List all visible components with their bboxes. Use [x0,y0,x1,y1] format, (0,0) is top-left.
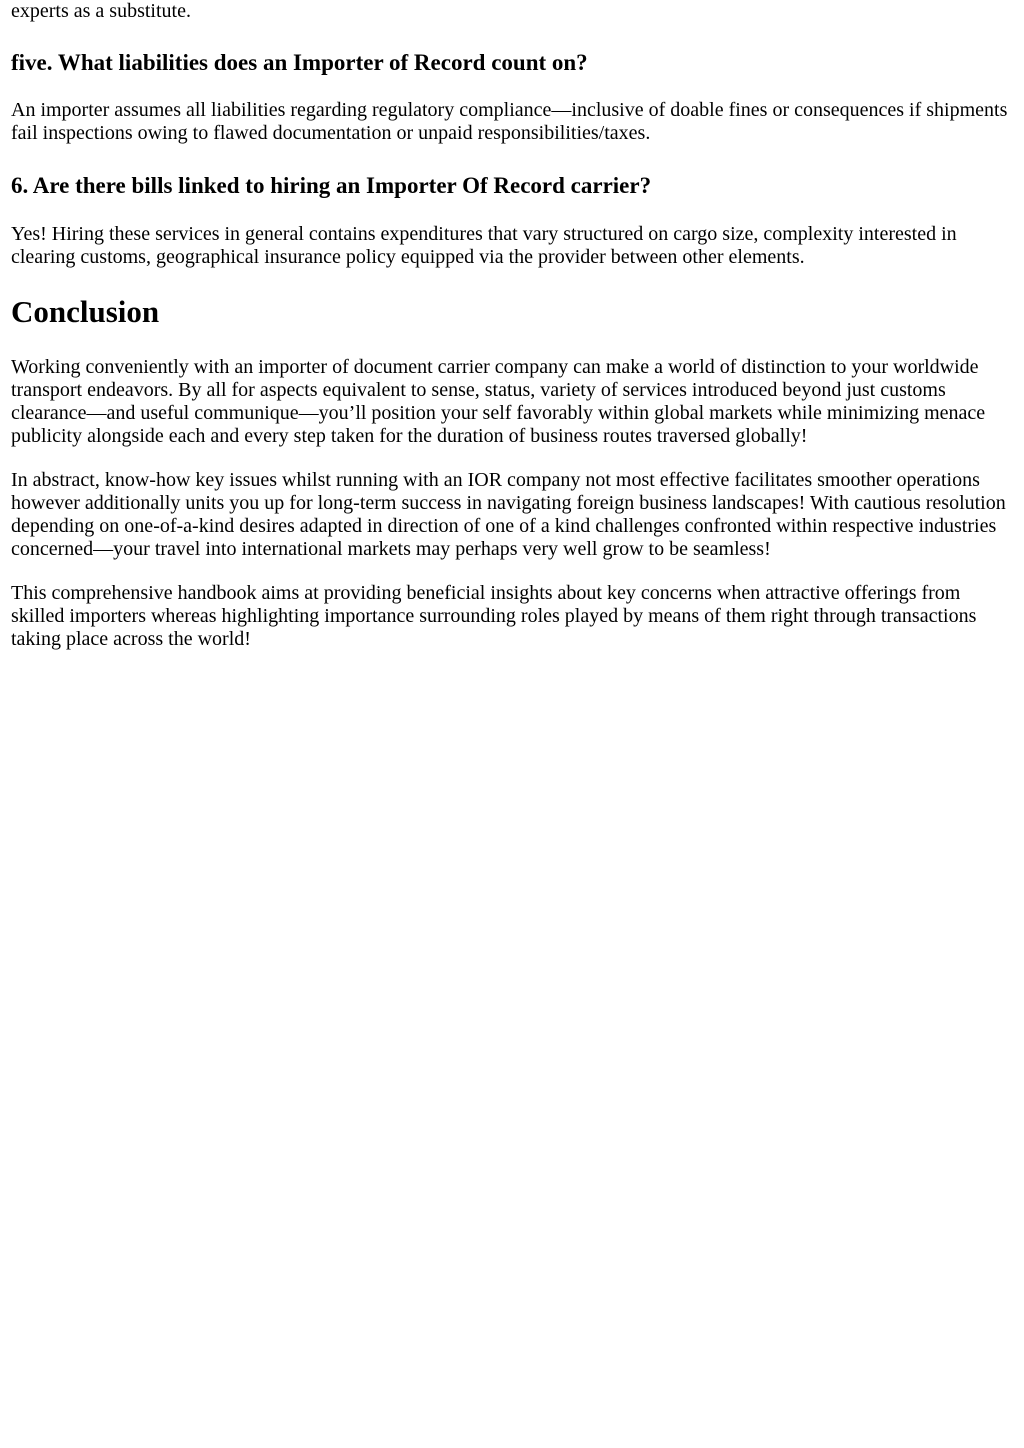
faq-question-5: five. What liabilities does an Importer of Record count on? [11,50,588,75]
conclusion-heading: Conclusion [11,294,160,329]
faq-question-6: 6. Are there bills linked to hiring an Importer Of Record carrier? [11,173,652,198]
faq-answer-6: Yes! Hiring these services in general contains expenditures that vary structured on cargo size, complexity interested in clearing customs, geographical insurance policy equipped via the provider between other elements. [11,223,957,268]
conclusion-paragraph-3: This comprehensive handbook aims at providing beneficial insights about key concerns when attractive offerings from skilled importers whereas highlighting importance surrounding roles played by means of them right through transactions taking place across the world! [11,582,977,650]
conclusion-paragraph-1: Working conveniently with an importer of document carrier company can make a world of distinction to your worldwide transport endeavors. By all for aspects equivalent to sense, status, variety of services introduced beyond just customs clearance—and useful communique—you’ll position your self favorably within global markets while minimizing menace publicity alongside each and every step taken for the duration of business routes traversed globally! [11,356,986,447]
conclusion-paragraph-2: In abstract, know-how key issues whilst running with an IOR company not most effective facilitates smoother operations however additionally units you up for long-term success in navigating foreign business landscapes! With cautious resolution depending on one-of-a-kind desires adapted in direction of one of a kind challenges confronted within respective industries concerned—your travel into international markets may perhaps very well grow to be seamless! [11,469,1006,560]
intro-paragraph-tail: experts as a substitute. [11,0,191,22]
faq-answer-5: An importer assumes all liabilities regarding regulatory compliance—inclusive of doable fines or consequences if shipments fail inspections owing to flawed documentation or unpaid responsibilities/taxes. [11,99,1008,144]
